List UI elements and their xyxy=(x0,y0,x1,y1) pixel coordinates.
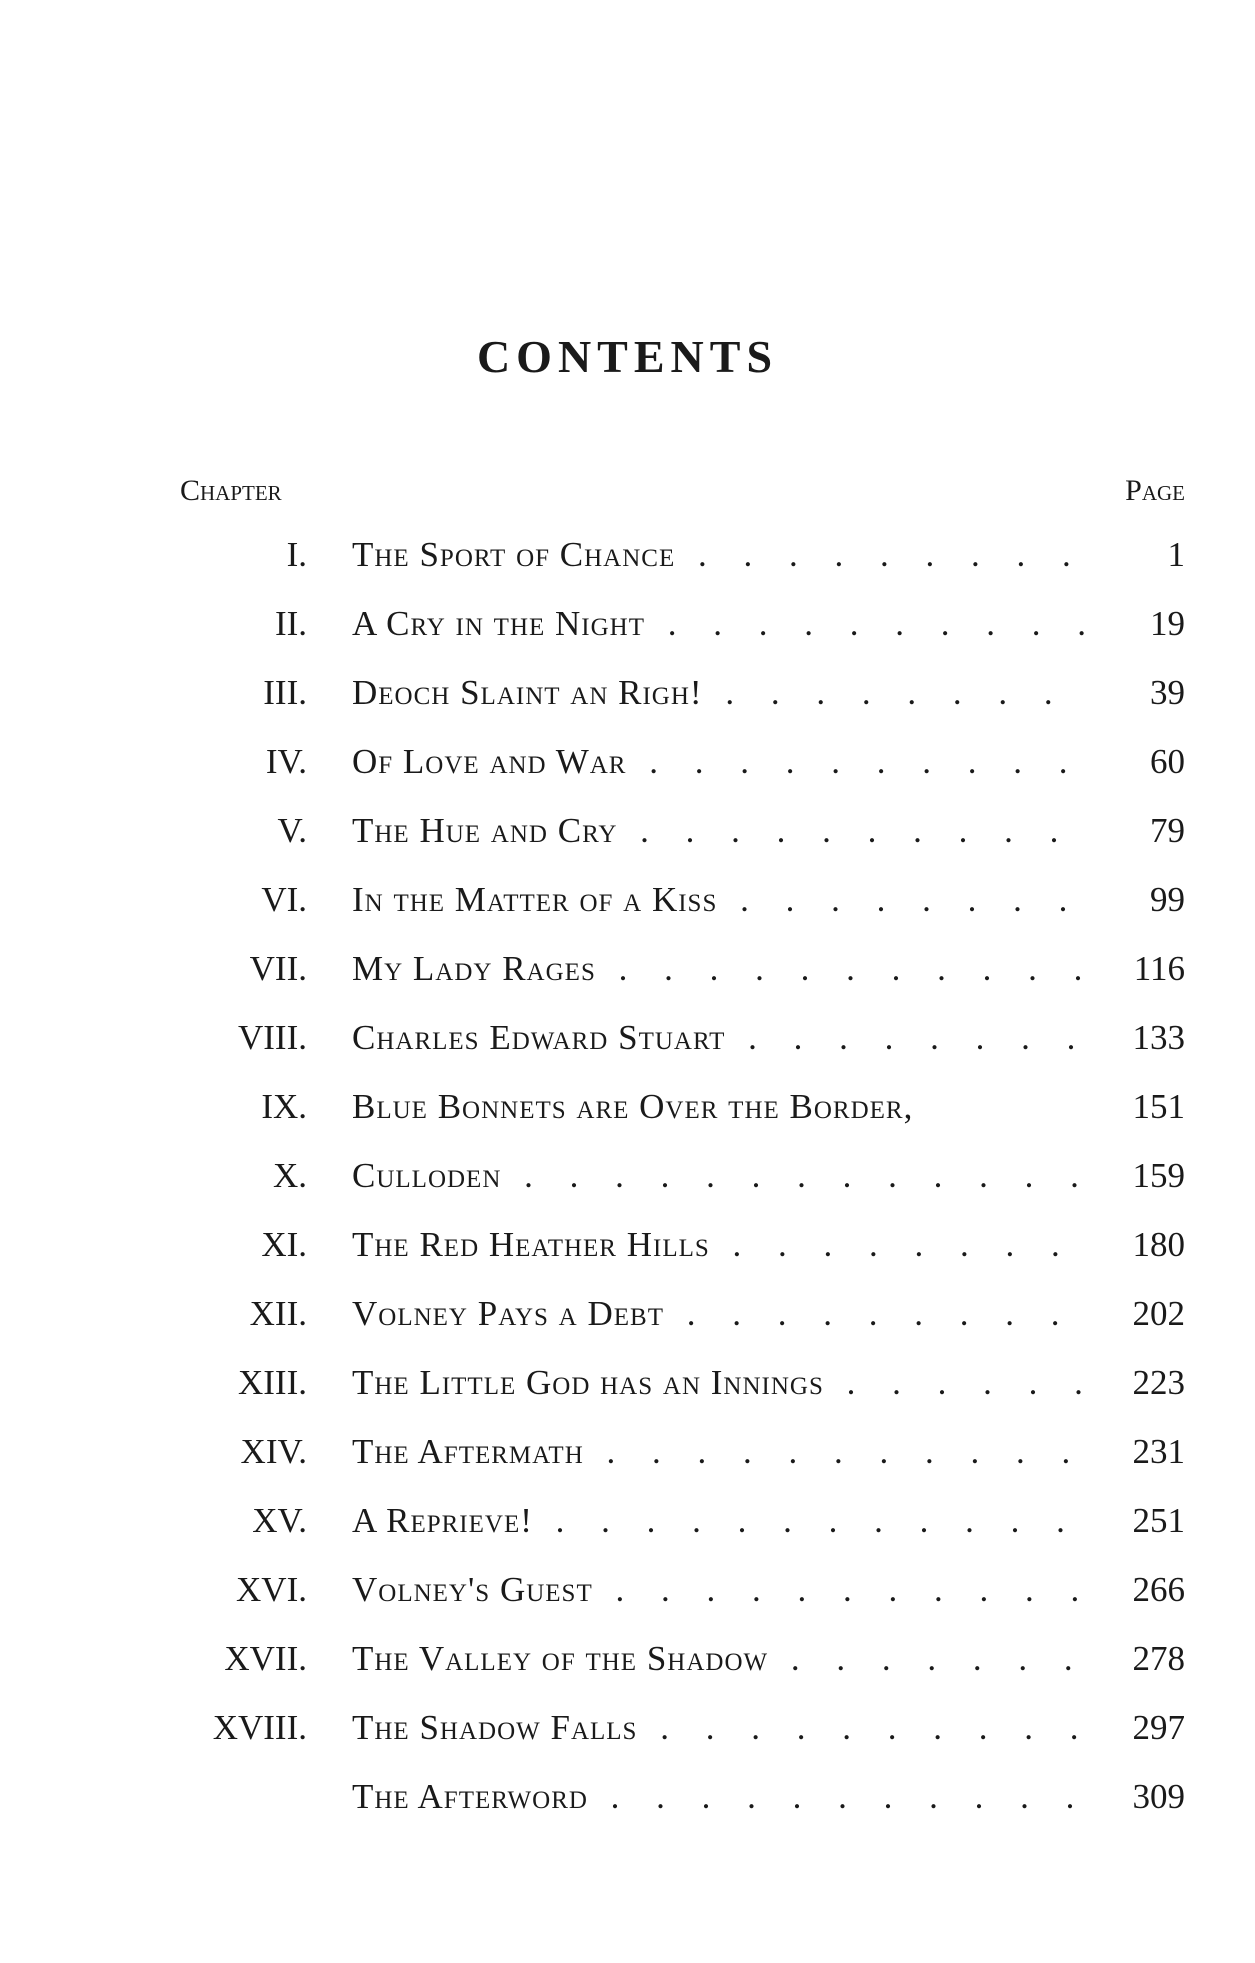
chapter-number: V. xyxy=(277,811,307,850)
toc-entry[interactable] xyxy=(0,1072,1255,1141)
page-number: 39 xyxy=(1150,673,1185,712)
page-number: 231 xyxy=(1132,1432,1185,1471)
chapter-title: The Hue and Cry . . . xyxy=(352,796,1087,865)
chapter-title: Of Love and War . . . xyxy=(352,727,1087,796)
chapter-number: XII. xyxy=(249,1294,307,1333)
page-number: 202 xyxy=(1132,1294,1185,1333)
page-number: 297 xyxy=(1132,1708,1185,1747)
toc-entry[interactable] xyxy=(0,934,1255,1003)
chapter-title: The Shadow Falls . . . xyxy=(352,1693,1087,1762)
chapter-number: IV. xyxy=(265,742,307,781)
toc-entry[interactable] xyxy=(0,1348,1255,1417)
chapter-number: XV. xyxy=(252,1501,307,1540)
toc-entry[interactable] xyxy=(0,1003,1255,1072)
chapter-number: VI. xyxy=(261,880,307,919)
chapter-title: The Valley of the Shadow . . . xyxy=(352,1624,1087,1693)
chapter-number: XVII. xyxy=(224,1639,307,1678)
toc-entry[interactable] xyxy=(0,1210,1255,1279)
toc-entry[interactable] xyxy=(0,865,1255,934)
toc-entry[interactable] xyxy=(0,1624,1255,1693)
toc-entry[interactable] xyxy=(0,1762,1255,1831)
chapter-title: The Sport of Chance . . . xyxy=(352,520,1087,589)
chapter-number: VII. xyxy=(249,949,307,988)
page-column-header: Page xyxy=(1125,474,1185,507)
page-number: 180 xyxy=(1132,1225,1185,1264)
toc-entry[interactable] xyxy=(0,1555,1255,1624)
page-number: 151 xyxy=(1132,1087,1185,1126)
chapter-number: X. xyxy=(272,1156,307,1195)
page-number: 79 xyxy=(1150,811,1185,850)
chapter-number: VIII. xyxy=(238,1018,307,1057)
toc-entry[interactable] xyxy=(0,589,1255,658)
chapter-number: I. xyxy=(286,535,307,574)
toc-entry[interactable] xyxy=(0,1141,1255,1210)
chapter-title: My Lady Rages . . . xyxy=(352,934,1087,1003)
chapter-number: IX. xyxy=(261,1087,307,1126)
page-number: 99 xyxy=(1150,880,1185,919)
page-number: 223 xyxy=(1132,1363,1185,1402)
chapter-title: The Little God has an Innings . . . xyxy=(352,1348,1087,1417)
chapter-title: Charles Edward Stuart . . . xyxy=(352,1003,1087,1072)
page-title: CONTENTS xyxy=(476,331,779,382)
chapter-number: XIII. xyxy=(238,1363,307,1402)
chapter-title: Blue Bonnets are Over the Border, xyxy=(352,1087,914,1126)
page-number: 19 xyxy=(1150,604,1185,643)
page-number: 278 xyxy=(1132,1639,1185,1678)
chapter-number: XVIII. xyxy=(212,1708,307,1747)
contents-list xyxy=(0,520,1255,1831)
chapter-title: Volney's Guest . . . xyxy=(352,1555,1087,1624)
toc-entry[interactable] xyxy=(0,1693,1255,1762)
page-number: 133 xyxy=(1132,1018,1185,1057)
toc-entry[interactable] xyxy=(0,796,1255,865)
page-number: 159 xyxy=(1132,1156,1185,1195)
page-number: 1 xyxy=(1167,535,1185,574)
page-number: 116 xyxy=(1133,949,1185,988)
page-number: 251 xyxy=(1132,1501,1185,1540)
chapter-number: XIV. xyxy=(240,1432,307,1471)
chapter-number: XI. xyxy=(261,1225,307,1264)
chapter-title: The Red Heather Hills . . . xyxy=(352,1210,1087,1279)
chapter-column-header: Chapter xyxy=(180,474,282,507)
toc-entry[interactable] xyxy=(0,1486,1255,1555)
chapter-title: Volney Pays a Debt . . . xyxy=(352,1279,1087,1348)
chapter-title: In the Matter of a Kiss . . . xyxy=(352,865,1087,934)
chapter-title: A Reprieve! . . . xyxy=(352,1486,1087,1555)
toc-entry[interactable] xyxy=(0,658,1255,727)
chapter-title: A Cry in the Night . . . xyxy=(352,589,1087,658)
toc-entry[interactable] xyxy=(0,727,1255,796)
chapter-title: The Aftermath . . . xyxy=(352,1417,1087,1486)
chapter-title: Culloden . . . xyxy=(352,1141,1087,1210)
toc-entry[interactable] xyxy=(0,1279,1255,1348)
page-number: 266 xyxy=(1132,1570,1185,1609)
toc-entry[interactable] xyxy=(0,1417,1255,1486)
chapter-title: Deoch Slaint an Righ! . . . xyxy=(352,658,1087,727)
toc-entry[interactable] xyxy=(0,520,1255,589)
page-number: 309 xyxy=(1132,1777,1185,1816)
chapter-number: III. xyxy=(263,673,307,712)
page-number: 60 xyxy=(1150,742,1185,781)
chapter-title: The Afterword . . . xyxy=(352,1762,1087,1831)
chapter-number: II. xyxy=(274,604,307,643)
chapter-number: XVI. xyxy=(236,1570,307,1609)
